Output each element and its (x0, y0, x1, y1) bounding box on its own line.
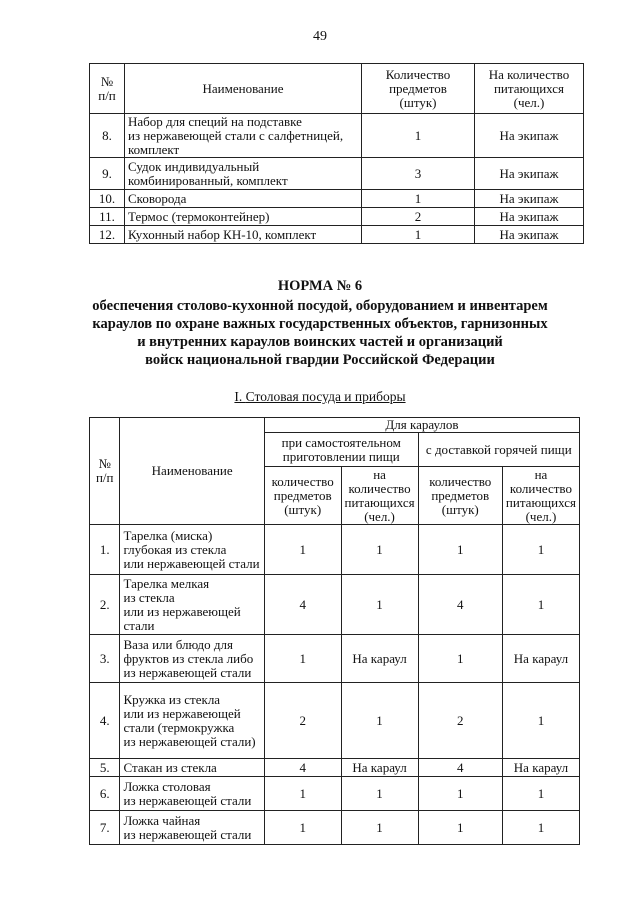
row-p1: На караул (341, 759, 418, 777)
row-num: 11. (90, 208, 125, 226)
row-name: Тарелка (миска) глубокая из стекла или нержавеющей стали (120, 525, 264, 575)
row-name: Ваза или блюдо для фруктов из стекла либо из нержавеющей стали (120, 635, 264, 683)
row-name: Ложка чайная из нержавеющей стали (120, 811, 264, 845)
row-p1: 1 (341, 575, 418, 635)
row-p2: 1 (502, 777, 579, 811)
row-name: Ложка столовая из нержавеющей стали (120, 777, 264, 811)
header-sub-delivery: с доставкой горячей пищи (418, 433, 579, 467)
row-p1: 1 (341, 683, 418, 759)
row-p1: 1 (341, 811, 418, 845)
row-per: На экипаж (475, 114, 584, 158)
row-num: 12. (90, 226, 125, 244)
row-num: 2. (90, 575, 120, 635)
row-qty: 1 (362, 114, 475, 158)
row-p2: 1 (502, 683, 579, 759)
row-name: Стакан из стекла (120, 759, 264, 777)
row-q1: 2 (264, 683, 341, 759)
row-num: 7. (90, 811, 120, 845)
row-num: 1. (90, 525, 120, 575)
section-title-text: Столовая посуда и приборы (245, 389, 406, 404)
row-p1: 1 (341, 777, 418, 811)
row-name: Тарелка мелкая из стекла или из нержавеющей стали (120, 575, 264, 635)
header-qty: количество предметов (штук) (264, 467, 341, 525)
norm-title: НОРМА № 6 (277, 278, 363, 294)
row-num: 6. (90, 777, 120, 811)
row-q2: 1 (418, 811, 502, 845)
row-per: На экипаж (475, 158, 584, 190)
row-num: 9. (90, 158, 125, 190)
section-prefix: I. (234, 389, 246, 404)
row-q1: 1 (264, 525, 341, 575)
row-p2: На караул (502, 759, 579, 777)
header-sub-self: при самостоятельном приготовлении пищи (264, 433, 418, 467)
row-q2: 1 (418, 777, 502, 811)
row-per: На экипаж (475, 190, 584, 208)
header-num: № п/п (90, 64, 125, 114)
row-p2: 1 (502, 811, 579, 845)
header-name: Наименование (120, 418, 264, 525)
row-p1: На караул (341, 635, 418, 683)
header-num: № п/п (90, 418, 120, 525)
table-tableware (89, 417, 580, 845)
row-num: 10. (90, 190, 125, 208)
row-qty: 3 (362, 158, 475, 190)
header-group: Для караулов (264, 418, 579, 433)
row-name: Набор для специй на подставке из нержавеющей стали с салфетницей, комплект (125, 114, 362, 158)
table-norm5-continued (89, 63, 584, 244)
section-title (0, 389, 640, 405)
norm-subtitle: обеспечения столово-кухонной посудой, оборудованием и инвентарем караулов по охране важных государственных объектов, гарнизонных и внутренних караулов воинских частей и организаций войск национальной гвардии Российской Федерации (92, 298, 548, 368)
row-name: Сковорода (125, 190, 362, 208)
row-q1: 1 (264, 811, 341, 845)
row-q2: 4 (418, 575, 502, 635)
row-num: 3. (90, 635, 120, 683)
row-per: На экипаж (475, 226, 584, 244)
row-p2: На караул (502, 635, 579, 683)
row-q2: 2 (418, 683, 502, 759)
row-p1: 1 (341, 525, 418, 575)
row-q1: 4 (264, 575, 341, 635)
header-name: Наименование (125, 64, 362, 114)
row-q2: 4 (418, 759, 502, 777)
row-per: На экипаж (475, 208, 584, 226)
header-qty: Количество предметов (штук) (362, 64, 475, 114)
row-q1: 4 (264, 759, 341, 777)
header-per: на количество питающихся (чел.) (341, 467, 418, 525)
page-number: 49 (313, 29, 327, 44)
row-num: 5. (90, 759, 120, 777)
row-p2: 1 (502, 525, 579, 575)
row-q2: 1 (418, 635, 502, 683)
row-name: Судок индивидуальный комбинированный, комплект (125, 158, 362, 190)
row-q2: 1 (418, 525, 502, 575)
header-per: На количество питающихся (чел.) (475, 64, 584, 114)
row-name: Термос (термоконтейнер) (125, 208, 362, 226)
row-q1: 1 (264, 635, 341, 683)
row-qty: 1 (362, 190, 475, 208)
row-num: 4. (90, 683, 120, 759)
header-per: на количество питающихся (чел.) (502, 467, 579, 525)
row-qty: 2 (362, 208, 475, 226)
header-qty: количество предметов (штук) (418, 467, 502, 525)
row-p2: 1 (502, 575, 579, 635)
row-q1: 1 (264, 777, 341, 811)
row-num: 8. (90, 114, 125, 158)
row-qty: 1 (362, 226, 475, 244)
row-name: Кухонный набор КН-10, комплект (125, 226, 362, 244)
row-name: Кружка из стекла или из нержавеющей стали (термокружка из нержавеющей стали) (120, 683, 264, 759)
